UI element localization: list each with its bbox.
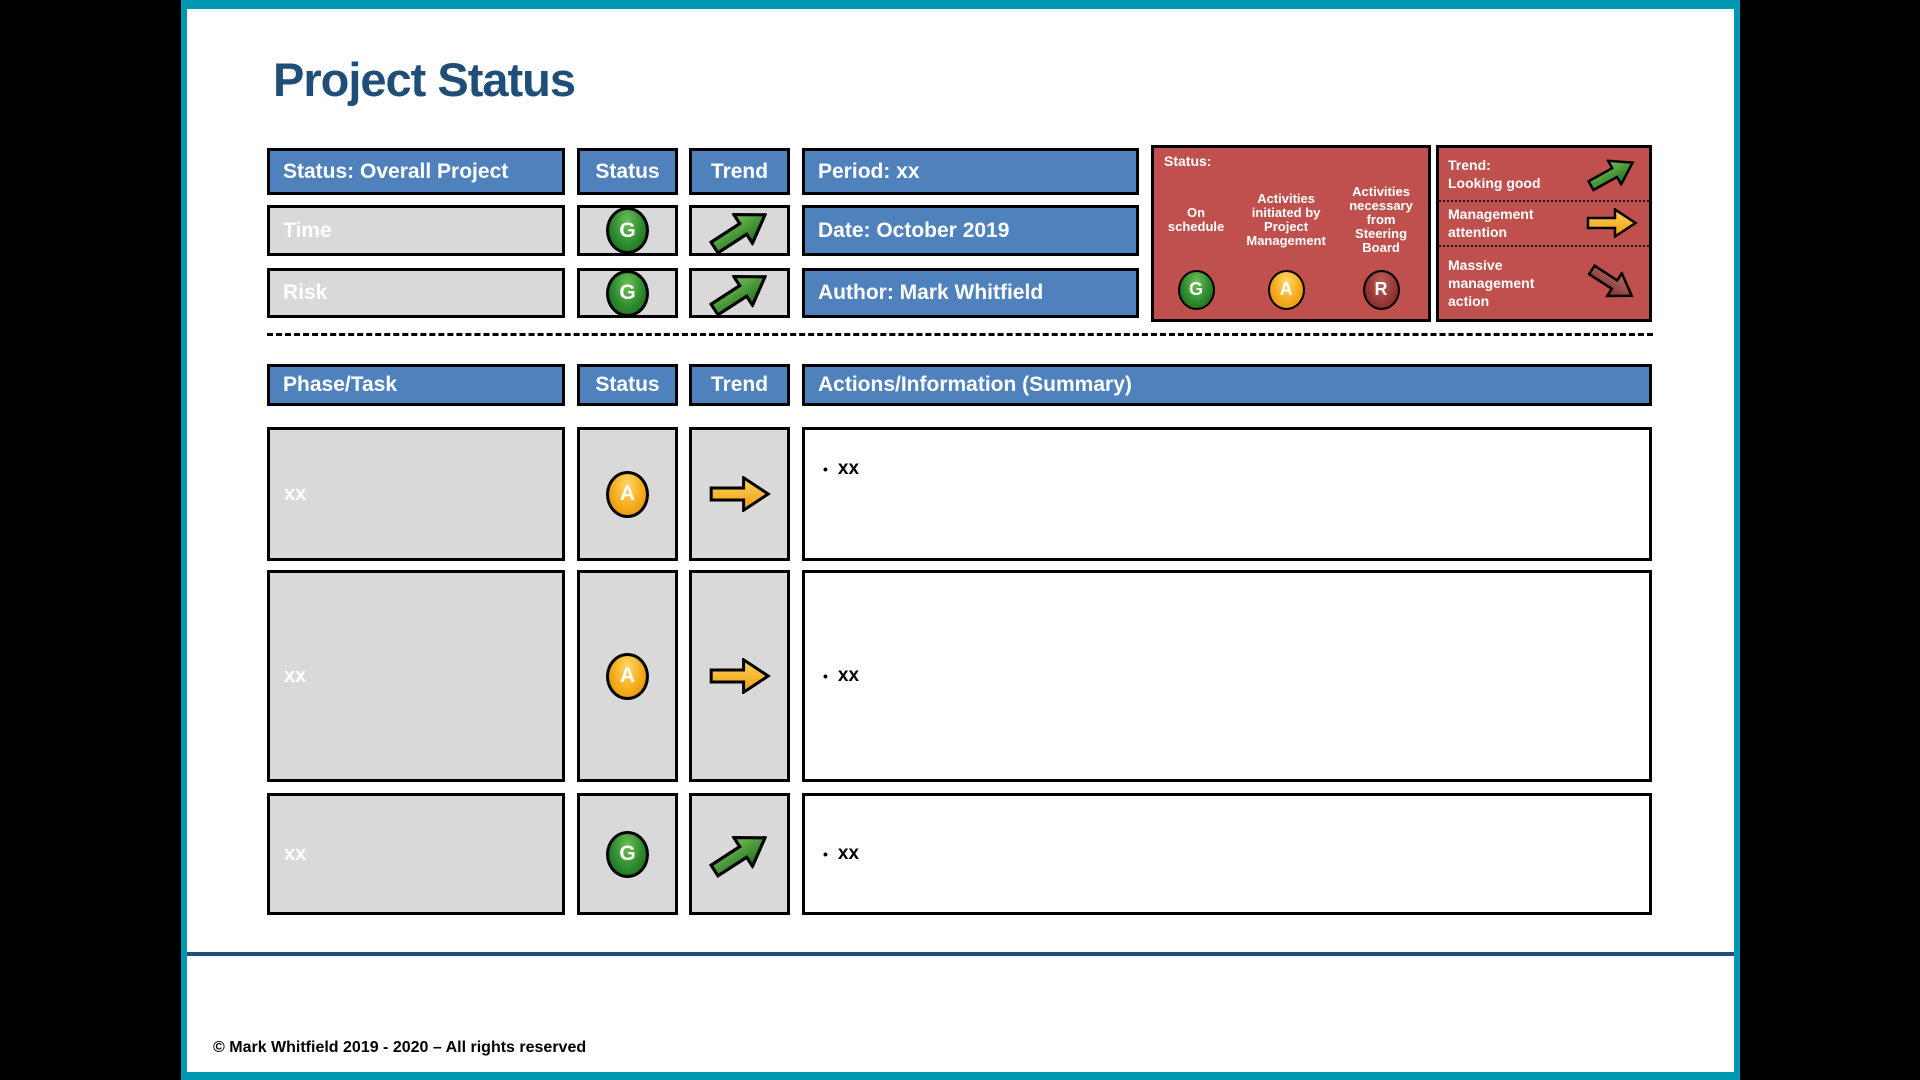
legend-letter: G xyxy=(1189,279,1204,300)
page-title: Project Status xyxy=(273,53,576,106)
status-letter: A xyxy=(619,482,636,505)
footer-divider xyxy=(187,952,1734,956)
status-cell xyxy=(577,570,678,782)
trend-right-arrow-icon xyxy=(707,476,773,512)
action-text: xx xyxy=(837,665,860,686)
trend-cell xyxy=(689,427,790,561)
top-header-overall: Status: Overall Project xyxy=(267,148,565,195)
bottom-header-status: Status xyxy=(577,364,678,406)
row-label-risk: Risk xyxy=(267,268,565,318)
phase-cell: xx xyxy=(267,570,565,782)
bullet-icon: • xyxy=(823,846,828,862)
trend-right-arrow-icon xyxy=(707,658,773,694)
period-box: Period: xx xyxy=(802,148,1139,195)
trend-cell xyxy=(689,570,790,782)
risk-status-cell xyxy=(577,268,678,318)
bottom-header-trend: Trend xyxy=(689,364,790,406)
legend-label: Activities initiated by Project Management xyxy=(1246,190,1326,249)
bullet-icon: • xyxy=(823,668,828,684)
trend-legend xyxy=(1436,145,1652,322)
status-letter: G xyxy=(619,218,636,242)
top-header-trend: Trend xyxy=(689,148,790,195)
legend-letter: A xyxy=(1279,279,1293,300)
actions-cell xyxy=(802,570,1652,782)
status-circle-amber xyxy=(606,653,649,700)
action-text: xx xyxy=(837,458,860,479)
trend-legend-title: Trend: xyxy=(1448,156,1491,173)
legend-item-pm-activities xyxy=(1234,170,1338,310)
actions-cell xyxy=(802,793,1652,915)
top-header-status: Status xyxy=(577,148,678,195)
legend-item-steering-board xyxy=(1338,170,1424,310)
status-circle-green xyxy=(606,207,649,254)
legend-label: Activities necessary from Steering Board xyxy=(1349,183,1413,256)
risk-trend-cell xyxy=(689,268,790,318)
author-box: Author: Mark Whitfield xyxy=(802,268,1139,318)
legend-label: On schedule xyxy=(1167,204,1225,234)
status-cell xyxy=(577,427,678,561)
trend-up-arrow-icon xyxy=(702,197,776,264)
trend-legend-row-good xyxy=(1439,148,1649,202)
section-divider xyxy=(267,333,1653,336)
legend-circle-amber xyxy=(1268,270,1305,310)
trend-legend-row-massive xyxy=(1439,247,1649,319)
trend-legend-row-attention xyxy=(1439,202,1649,246)
status-legend xyxy=(1151,145,1431,322)
row-label-time: Time xyxy=(267,205,565,256)
legend-letter: R xyxy=(1374,279,1388,300)
trend-up-arrow-icon xyxy=(1580,147,1644,200)
status-circle-green xyxy=(606,270,649,317)
legend-item-on-schedule xyxy=(1158,170,1234,310)
time-trend-cell xyxy=(689,205,790,256)
trend-cell xyxy=(689,793,790,915)
status-cell xyxy=(577,793,678,915)
action-text: xx xyxy=(837,843,860,864)
status-letter: G xyxy=(619,842,636,865)
phase-cell: xx xyxy=(267,427,565,561)
trend-legend-label: Management attention xyxy=(1448,206,1534,241)
status-letter: G xyxy=(619,281,636,304)
trend-right-arrow-icon xyxy=(1584,208,1640,238)
phase-cell: xx xyxy=(267,793,565,915)
time-status-cell xyxy=(577,205,678,256)
legend-circle-red xyxy=(1363,270,1400,310)
bottom-header-actions: Actions/Information (Summary) xyxy=(802,364,1652,406)
status-circle-green xyxy=(606,831,649,878)
bullet-icon: • xyxy=(823,461,828,477)
actions-cell xyxy=(802,427,1652,561)
trend-down-arrow-icon xyxy=(1580,255,1643,311)
status-letter: A xyxy=(619,664,636,687)
trend-legend-label: Looking good xyxy=(1448,175,1541,192)
legend-circle-green xyxy=(1178,270,1215,310)
trend-legend-label: Massive management action xyxy=(1448,256,1535,309)
status-legend-title: Status: xyxy=(1164,153,1212,169)
status-circle-amber xyxy=(606,471,649,518)
trend-up-arrow-icon xyxy=(702,821,776,888)
copyright-text: © Mark Whitfield 2019 - 2020 – All rights reserved xyxy=(213,1039,587,1056)
bottom-header-phase: Phase/Task xyxy=(267,364,565,406)
date-box: Date: October 2019 xyxy=(802,205,1139,256)
trend-up-arrow-icon xyxy=(702,260,776,327)
